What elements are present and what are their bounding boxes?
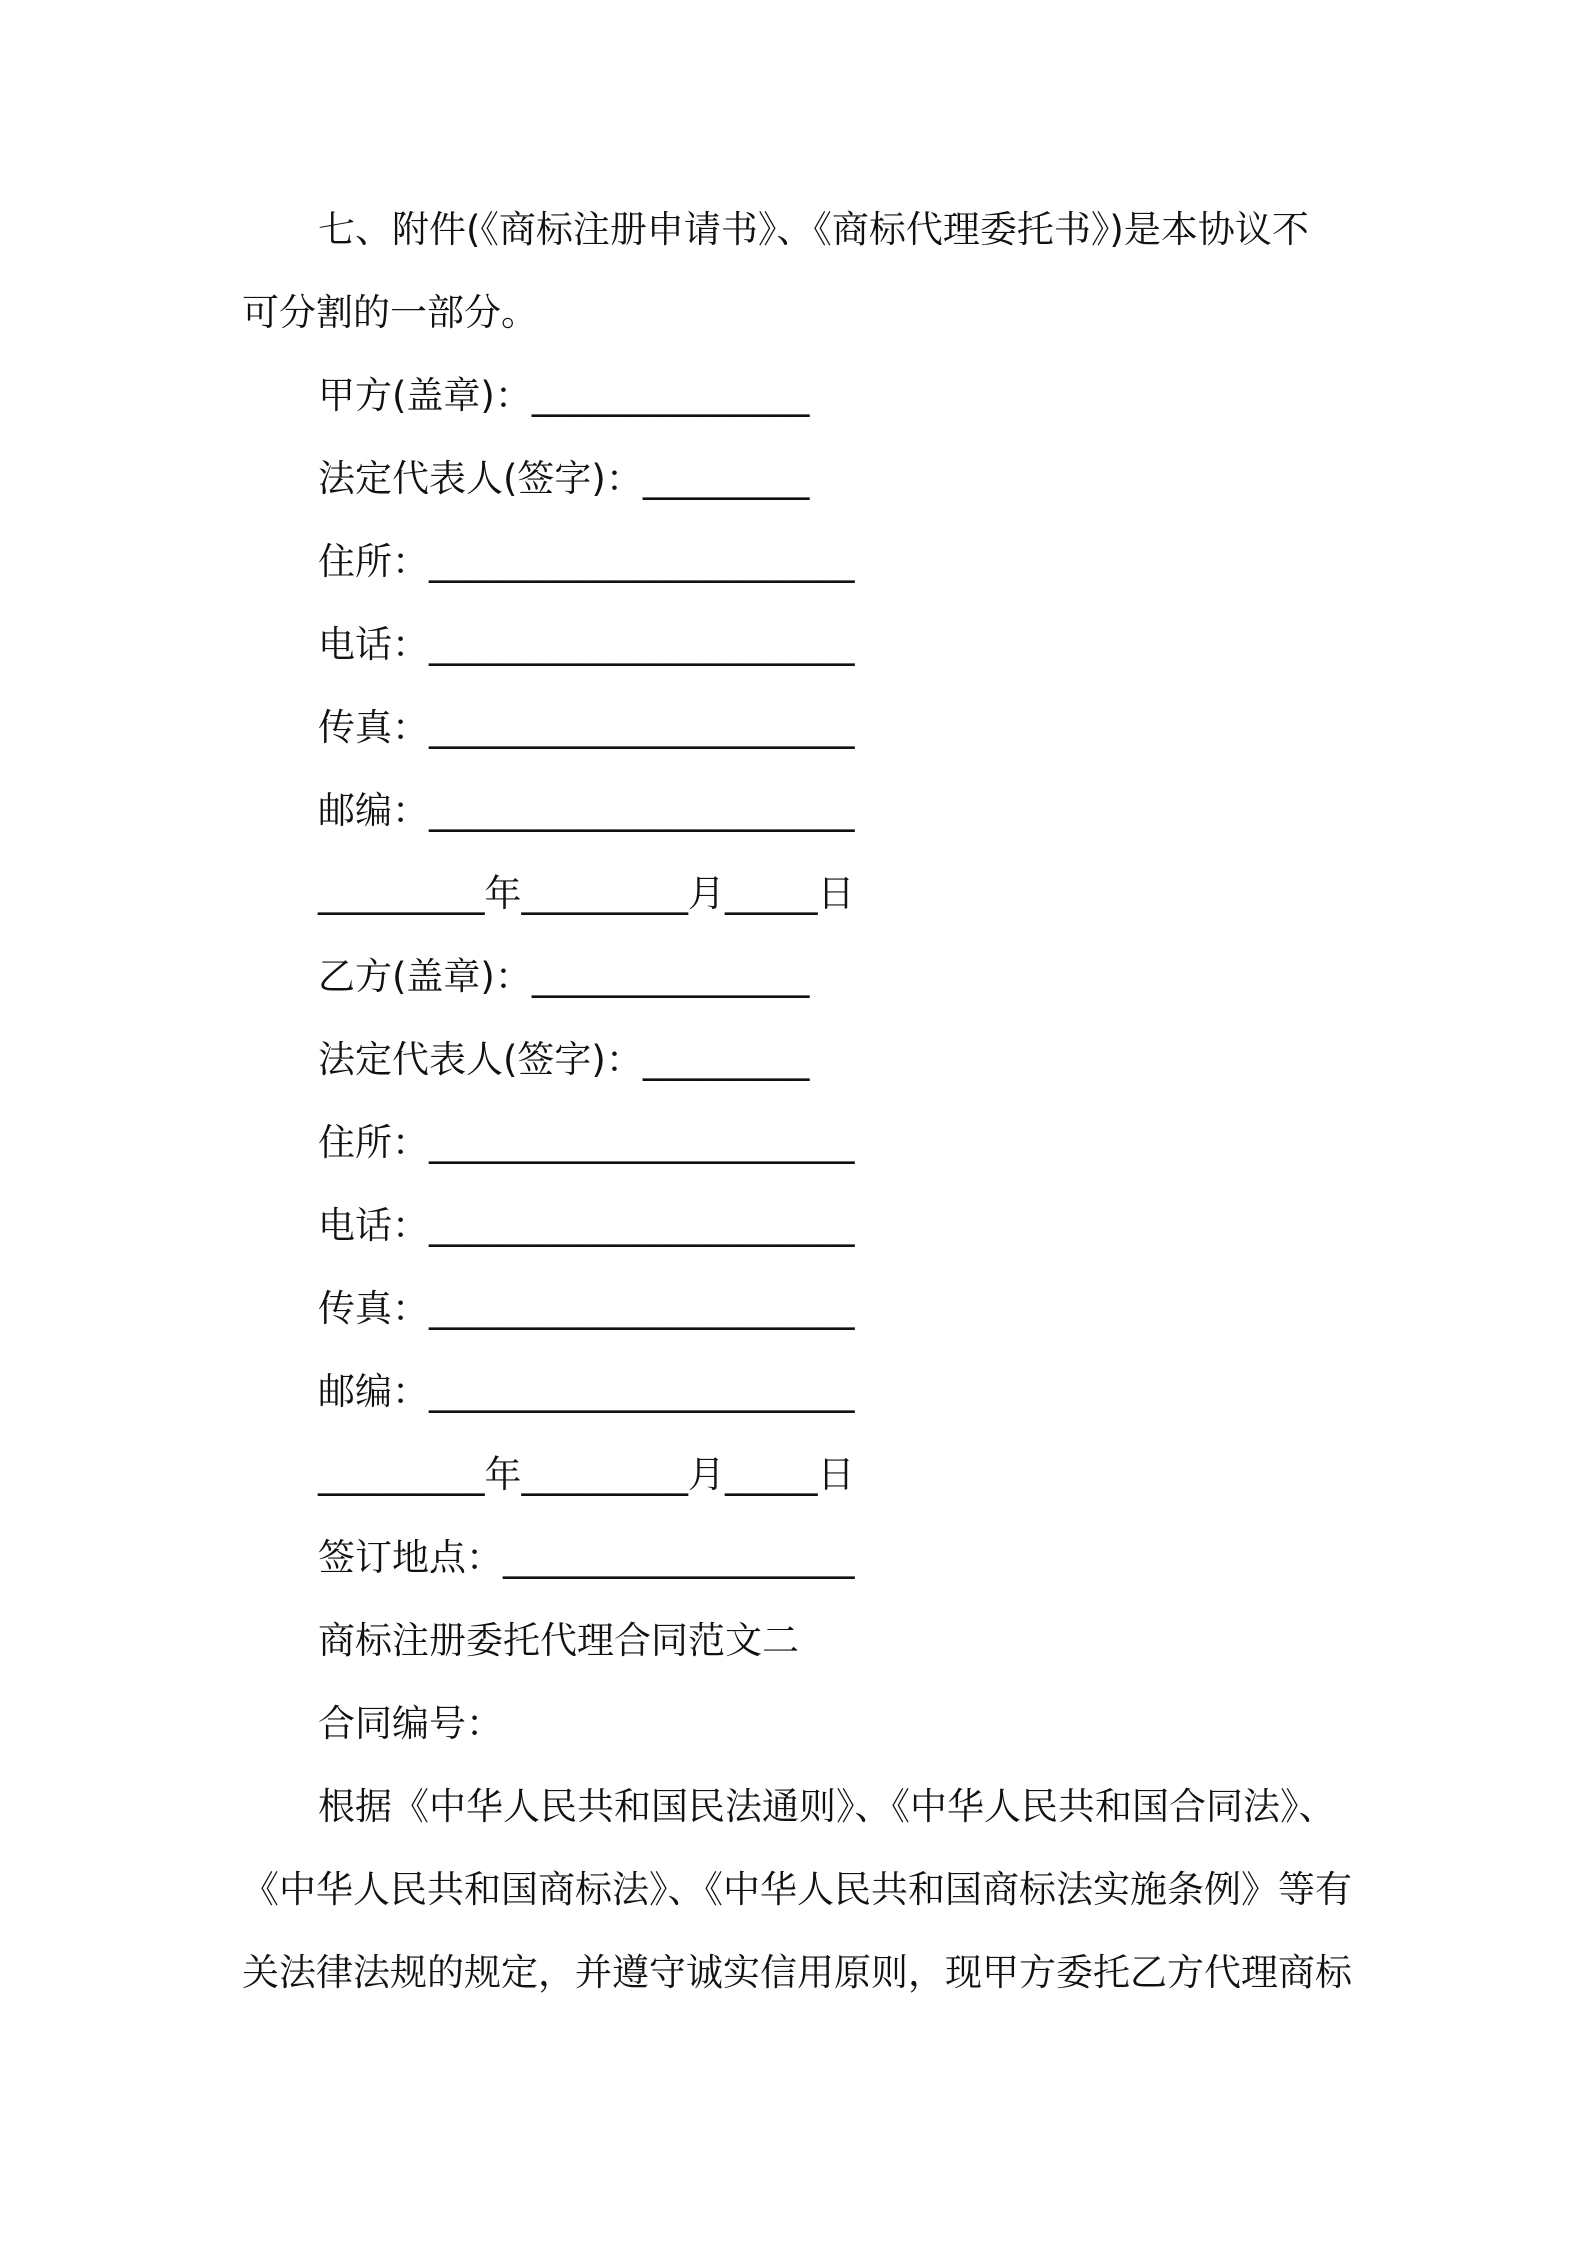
- party-b-address-field: 住所：_______________________: [318, 1121, 855, 1164]
- party-b-seal-field: 乙方(盖章)：_______________: [318, 955, 810, 998]
- preamble-line-2: 《中华人民共和国商标法》、《中华人民共和国商标法实施条例》等有: [242, 1868, 1352, 1911]
- preamble-line-3: 关法律法规的规定，并遵守诚实信用原则，现甲方委托乙方代理商标: [242, 1951, 1352, 1994]
- party-a-address-field: 住所：_______________________: [318, 540, 855, 583]
- party-b-date-field: _________年_________月_____日: [318, 1453, 855, 1496]
- preamble-line-1: 根据《中华人民共和国民法通则》、《中华人民共和国合同法》、: [318, 1785, 1336, 1828]
- clause-seven-line-2: 可分割的一部分。: [242, 291, 538, 334]
- party-a-postcode-field: 邮编：_______________________: [318, 789, 855, 832]
- party-b-fax-field: 传真：_______________________: [318, 1287, 855, 1330]
- contract-number-label: 合同编号：: [318, 1702, 503, 1745]
- party-a-phone-field: 电话：_______________________: [318, 623, 855, 666]
- section-title: 商标注册委托代理合同范文二: [318, 1619, 799, 1662]
- clause-seven-line-1: 七、附件(《商标注册申请书》、《商标代理委托书》)是本协议不: [318, 208, 1309, 251]
- party-a-seal-field: 甲方(盖章)：_______________: [318, 374, 810, 417]
- party-a-representative-field: 法定代表人(签字)：_________: [318, 457, 810, 500]
- party-a-fax-field: 传真：_______________________: [318, 706, 855, 749]
- party-b-postcode-field: 邮编：_______________________: [318, 1370, 855, 1413]
- signing-place-field: 签订地点：___________________: [318, 1536, 855, 1579]
- party-a-date-field: _________年_________月_____日: [318, 872, 855, 915]
- party-b-phone-field: 电话：_______________________: [318, 1204, 855, 1247]
- party-b-representative-field: 法定代表人(签字)：_________: [318, 1038, 810, 1081]
